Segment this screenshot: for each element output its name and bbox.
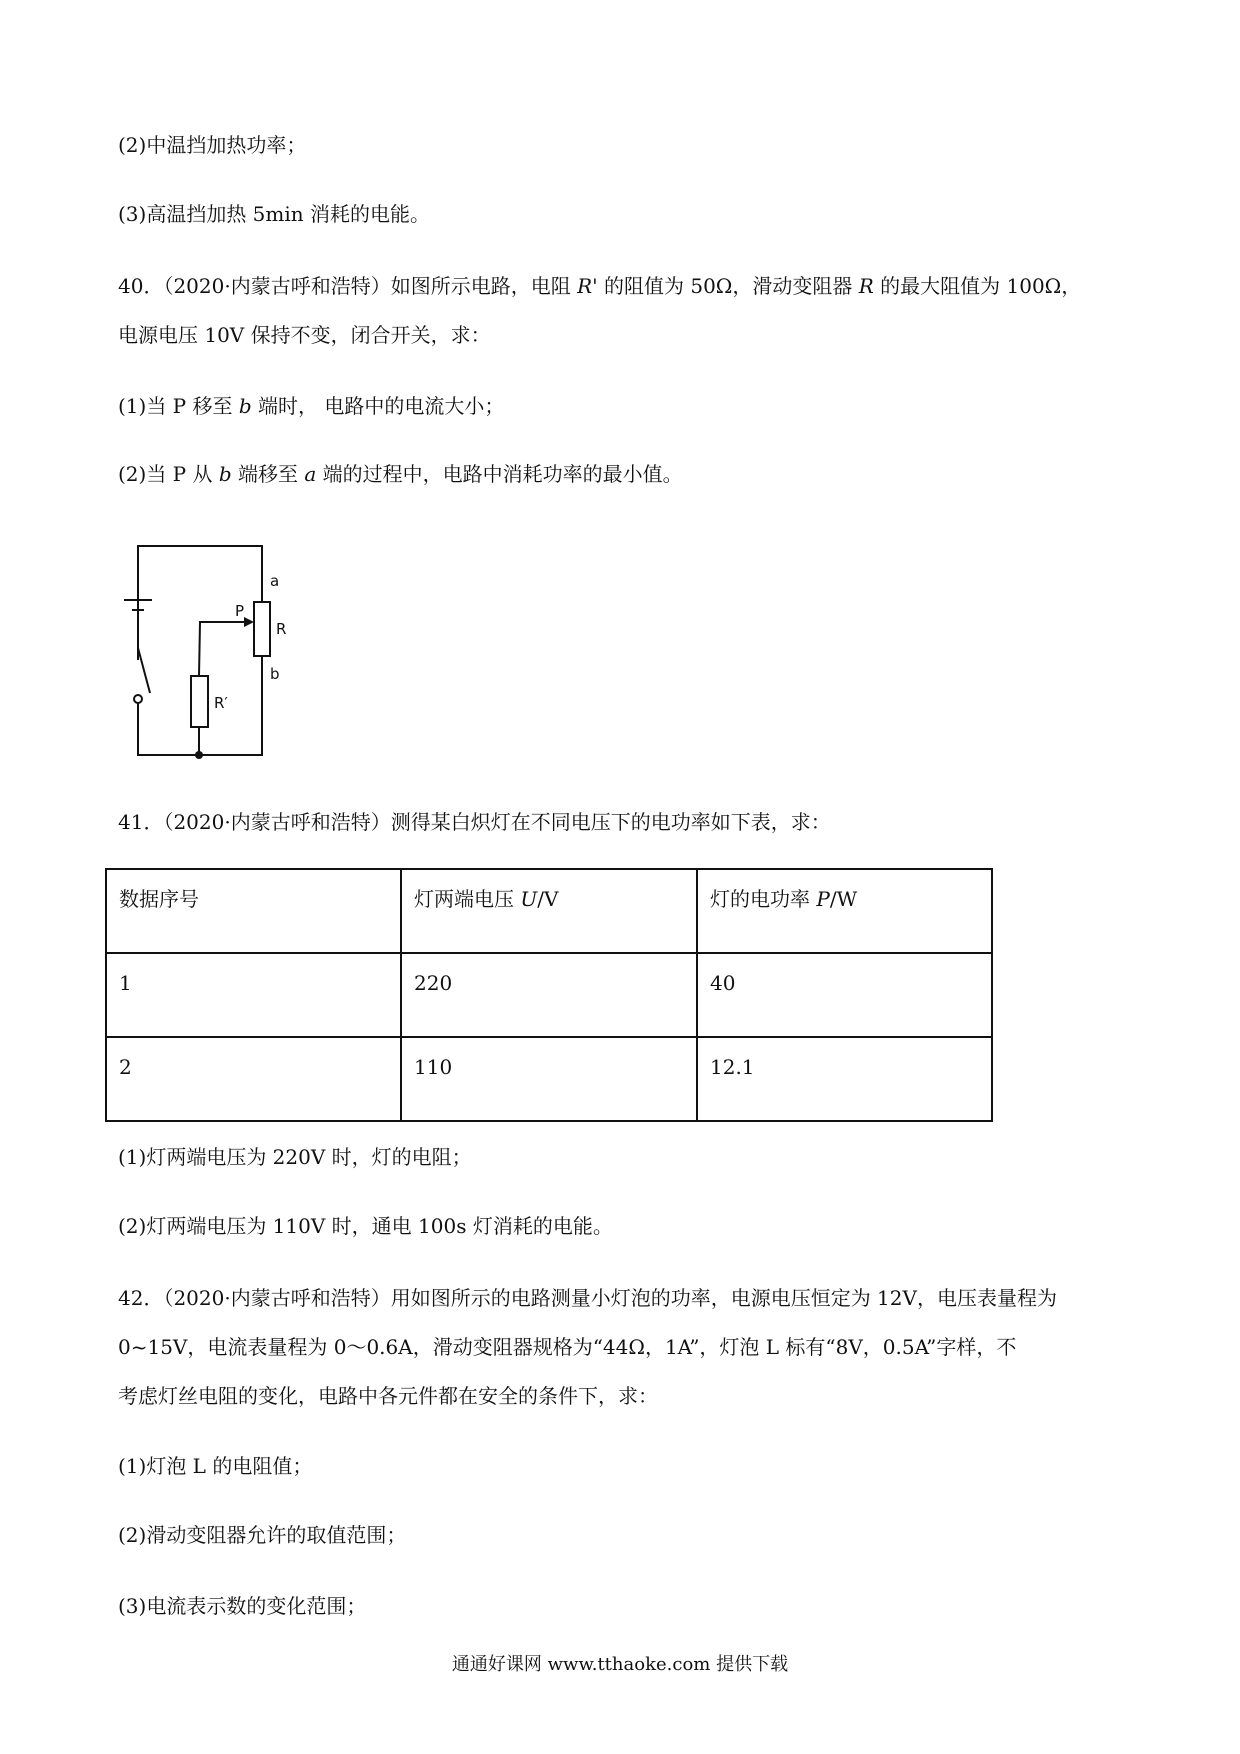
- page-footer: 通通好课网 www.tthaoke.com 提供下载: [451, 1654, 789, 1675]
- label-r: R: [276, 620, 287, 638]
- table-cell: 220: [401, 953, 697, 1037]
- q39-part3: (3)高温挡加热 5min 消耗的电能。: [118, 202, 431, 226]
- header-cell-voltage: [401, 869, 697, 953]
- resistor-r-prime: [191, 676, 208, 727]
- q42-intro-line3: 考虑灯丝电阻的变化，电路中各元件都在安全的条件下，求：: [118, 1384, 658, 1408]
- q42-part1: (1)灯泡 L 的电阻值；: [118, 1454, 313, 1478]
- label-b: b: [270, 665, 280, 683]
- table-row: [106, 953, 992, 1037]
- q40-intro-text-a: 40．（2020·内蒙古呼和浩特）如图所示电路，电阻: [118, 274, 578, 298]
- q40-part2-d: a: [304, 462, 317, 486]
- q40-part2: [118, 460, 683, 488]
- q40-intro-text-c: 的最大阻值为 100Ω，: [873, 274, 1082, 298]
- header-voltage-text: 灯两端电压: [414, 887, 521, 911]
- q40-r-symbol: R: [858, 274, 874, 298]
- switch-blade: [138, 648, 150, 693]
- q41-part2: (2)灯两端电压为 110V 时，通电 100s 灯消耗的电能。: [118, 1214, 613, 1238]
- switch-contact: [134, 695, 142, 703]
- q42-intro-line1: 42．（2020·内蒙古呼和浩特）用如图所示的电路测量小灯泡的功率，电源电压恒定为 12V，电压表量程为: [118, 1286, 1057, 1310]
- q40-part2-b: b: [218, 462, 232, 486]
- table-cell: 110: [401, 1037, 697, 1121]
- table-cell: 1: [106, 953, 401, 1037]
- table-cell: 2: [106, 1037, 401, 1121]
- header-voltage-unit: /V: [537, 887, 559, 911]
- table-row: [106, 1037, 992, 1121]
- q40-part2-c: 端移至: [231, 462, 305, 486]
- q40-circuit-diagram: [120, 530, 310, 760]
- q40-part1: [118, 392, 504, 420]
- table-cell: 40: [697, 953, 992, 1037]
- header-voltage-symbol: U: [520, 887, 538, 911]
- q40-part1-a: (1)当 P 移至: [118, 394, 239, 418]
- q40-intro-line2: 电源电压 10V 保持不变，闭合开关，求：: [118, 323, 491, 347]
- q40-part2-a: (2)当 P 从: [118, 462, 219, 486]
- table-cell: 12.1: [697, 1037, 992, 1121]
- q42-intro-line2: 0~15V，电流表量程为 0～0.6A，滑动变阻器规格为“44Ω，1A”，灯泡 L 标有“8V，0.5A”字样，不: [118, 1335, 1017, 1359]
- q40-part2-e: 端的过程中，电路中消耗功率的最小值。: [316, 462, 683, 486]
- q42-part3: (3)电流表示数的变化范围；: [118, 1594, 367, 1618]
- junction-dot: [195, 751, 203, 759]
- header-cell-power: [697, 869, 992, 953]
- label-r-prime: R′: [214, 694, 228, 712]
- q41-data-table: [105, 868, 993, 1122]
- q41-part1: (1)灯两端电压为 220V 时，灯的电阻；: [118, 1145, 472, 1169]
- q40-intro-text-b: 的阻值为 50Ω，滑动变阻器: [597, 274, 859, 298]
- header-power-symbol: P: [816, 887, 830, 911]
- label-a: a: [270, 572, 280, 590]
- q41-intro: 41．（2020·内蒙古呼和浩特）测得某白炽灯在不同电压下的电功率如下表，求：: [118, 810, 831, 834]
- header-power-unit: /W: [829, 887, 858, 911]
- q40-part1-c: 端时， 电路中的电流大小；: [251, 394, 505, 418]
- q40-part1-b: b: [238, 394, 252, 418]
- q39-part2: (2)中温挡加热功率；: [118, 133, 307, 157]
- rheostat-r: [254, 602, 270, 656]
- header-cell-index: 数据序号: [106, 869, 401, 953]
- q42-part2: (2)滑动变阻器允许的取值范围；: [118, 1523, 407, 1547]
- label-p: P: [235, 602, 245, 620]
- header-power-text: 灯的电功率: [710, 887, 817, 911]
- table-header-row: [106, 869, 992, 953]
- wiper-arrowhead: [244, 617, 254, 627]
- q40-r-prime-symbol: R': [577, 274, 598, 298]
- q40-intro-line1: [118, 272, 1081, 300]
